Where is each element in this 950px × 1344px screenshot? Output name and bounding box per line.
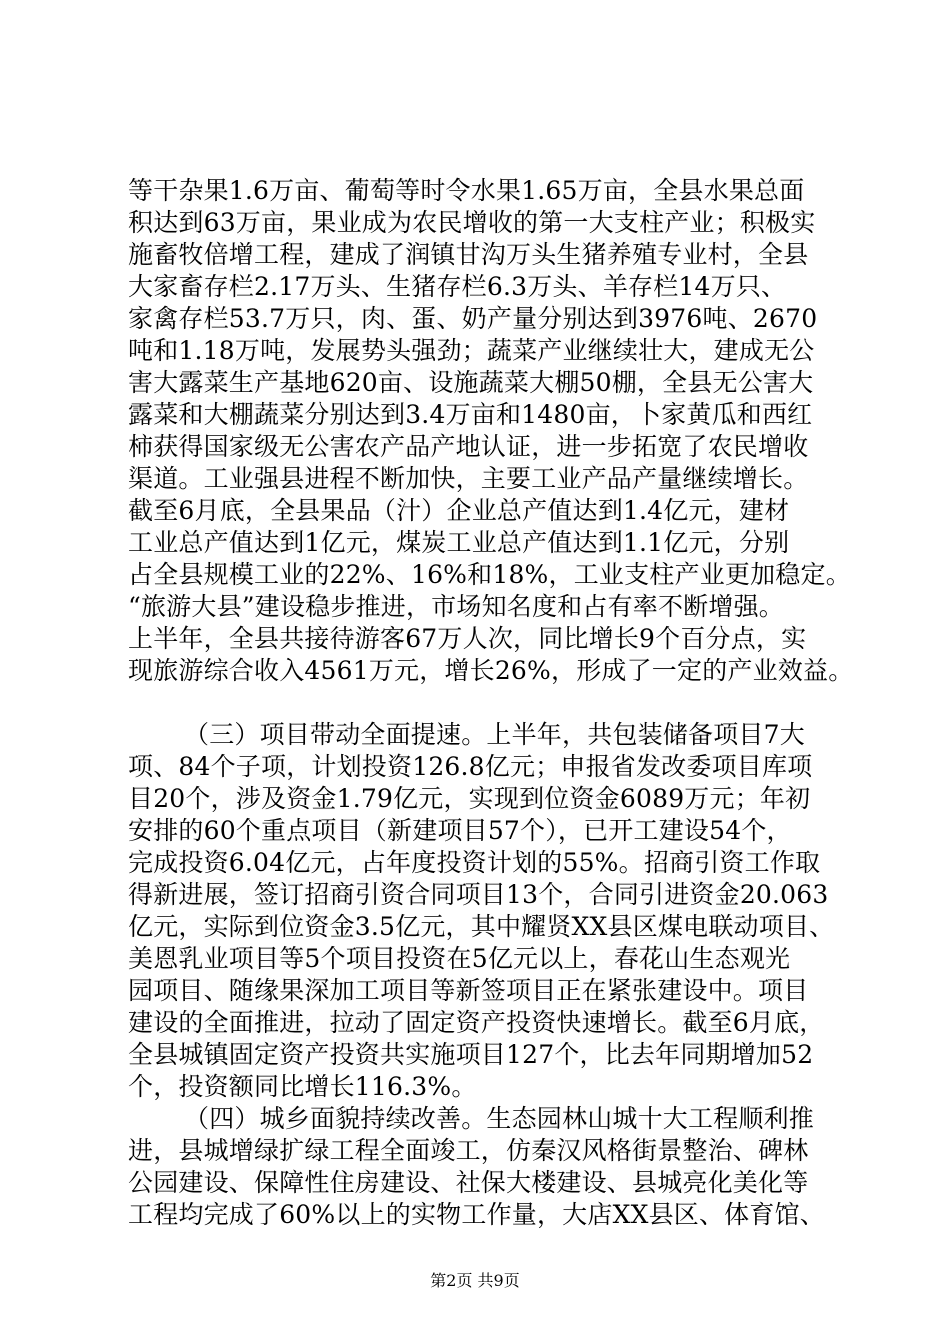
- text-line: 美恩乳业项目等5个项目投资在5亿元以上，春花山生态观光: [128, 944, 791, 973]
- text-line: 占全县规模工业的22%、16%和18%，工业支柱产业更加稳定。: [128, 560, 851, 589]
- text-line: （四）城乡面貌持续改善。生态园林山城十大工程顺利推: [184, 1104, 815, 1133]
- text-line: 积达到63万亩，果业成为农民增收的第一大支柱产业；积极实: [128, 208, 816, 237]
- text-line: 工业总产值达到1亿元，煤炭工业总产值达到1.1亿元，分别: [128, 528, 790, 557]
- text-line: 害大露菜生产基地620亩、设施蔬菜大棚50棚，全县无公害大: [128, 368, 814, 397]
- text-line: 露菜和大棚蔬菜分别达到3.4万亩和1480亩，卜家黄瓜和西红: [128, 400, 813, 429]
- text-line: 园项目、随缘果深加工项目等新签项目正在紧张建设中。项目: [128, 976, 809, 1005]
- text-line: 家禽存栏53.7万只，肉、蛋、奶产量分别达到3976吨、2670: [128, 304, 818, 333]
- text-line: 截至6月底，全县果品（汁）企业总产值达到1.4亿元，建材: [128, 496, 790, 525]
- text-line: 上半年，全县共接待游客67万人次，同比增长9个百分点，实: [128, 624, 807, 653]
- text-line: 建设的全面推进，拉动了固定资产投资快速增长。截至6月底，: [128, 1008, 825, 1037]
- text-line: 大家畜存栏2.17万头、生猪存栏6.3万头、羊存栏14万只、: [128, 272, 787, 301]
- text-line: 个，投资额同比增长116.3%。: [128, 1072, 477, 1101]
- text-line: 完成投资6.04亿元，占年度投资计划的55%。招商引资工作取: [128, 848, 821, 877]
- text-line: 工程均完成了60%以上的实物工作量，大店XX县区、体育馆、: [128, 1200, 825, 1229]
- text-line: “旅游大县”建设稳步推进，市场知名度和占有率不断增强。: [128, 592, 784, 621]
- text-line: 等干杂果1.6万亩、葡萄等时令水果1.65万亩，全县水果总面: [128, 176, 805, 205]
- text-line: 项、84个子项，计划投资126.8亿元；申报省发改委项目库项: [128, 752, 813, 781]
- text-line: 进，县城增绿扩绿工程全面竣工，仿秦汉风格街景整治、碑林: [128, 1136, 809, 1165]
- text-line: 渠道。工业强县进程不断加快，主要工业产品产量继续增长。: [128, 464, 809, 493]
- text-line: 目20个，涉及资金1.79亿元，实现到位资金6089万元；年初: [128, 784, 811, 813]
- text-line: （三）项目带动全面提速。上半年，共包装储备项目7大: [184, 720, 805, 749]
- text-line: 公园建设、保障性住房建设、社保大楼建设、县城亮化美化等: [128, 1168, 809, 1197]
- text-line: 亿元，实际到位资金3.5亿元，其中耀贤XX县区煤电联动项目、: [128, 912, 835, 941]
- text-line: 得新进展，签订招商引资合同项目13个，合同引进资金20.063: [128, 880, 829, 909]
- text-line: 全县城镇固定资产投资共实施项目127个，比去年同期增加52: [128, 1040, 814, 1069]
- text-line: 现旅游综合收入4561万元，增长26%，形成了一定的产业效益。: [128, 656, 854, 685]
- page-number-footer: 第2页 共9页: [430, 1271, 520, 1290]
- text-line: 柿获得国家级无公害农产品产地认证，进一步拓宽了农民增收: [128, 432, 809, 461]
- text-line: 安排的60个重点项目（新建项目57个），已开工建设54个，: [128, 816, 792, 845]
- text-line: 施畜牧倍增工程，建成了润镇甘沟万头生猪养殖专业村，全县: [128, 240, 809, 269]
- text-line: 吨和1.18万吨，发展势头强劲；蔬菜产业继续壮大，建成无公: [128, 336, 815, 365]
